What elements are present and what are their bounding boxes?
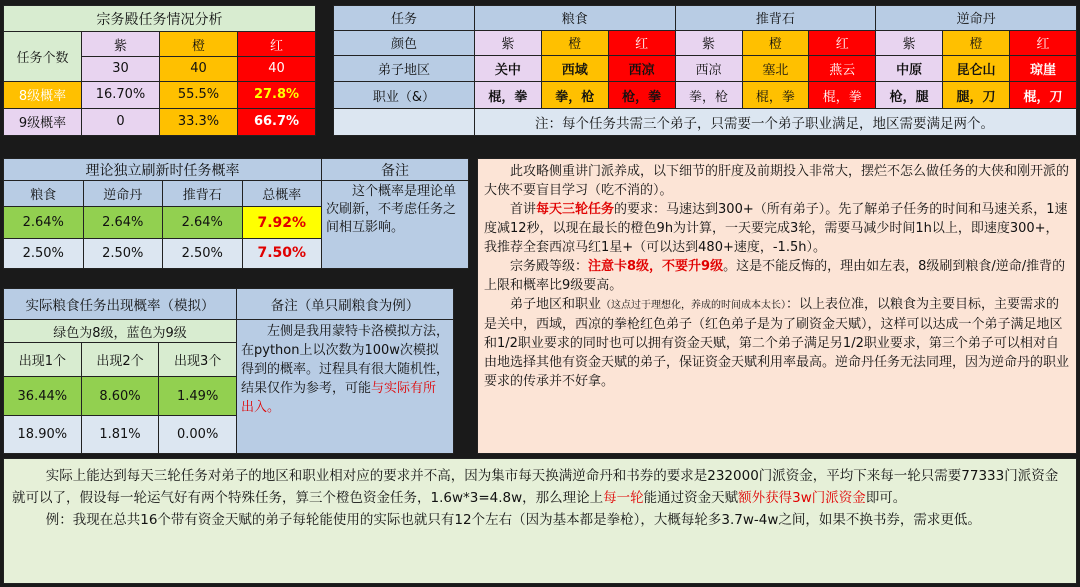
row-label-color: 颜色 bbox=[334, 30, 475, 56]
nmd-color-purple: 紫 bbox=[876, 30, 943, 56]
row-label-job: 职业（&） bbox=[334, 81, 475, 109]
tbs-job-purple: 拳，枪 bbox=[675, 81, 742, 109]
table-title: 理论独立刷新时任务概率 bbox=[4, 159, 322, 181]
nmd-region-orange: 昆仑山 bbox=[943, 56, 1010, 82]
lv8-orange: 55.5% bbox=[160, 81, 238, 108]
tbs-color-red: 红 bbox=[809, 30, 876, 56]
row-label-region: 弟子地区 bbox=[334, 56, 475, 82]
col-grain: 粮食 bbox=[4, 181, 84, 207]
grain-region-orange: 西域 bbox=[541, 56, 608, 82]
grain-color-orange: 橙 bbox=[541, 30, 608, 56]
task-grain: 粮食 bbox=[475, 6, 676, 31]
tbs-color-orange: 橙 bbox=[742, 30, 809, 56]
col-tuibeishi: 推背石 bbox=[163, 181, 243, 207]
nmd-job-orange: 腿，刀 bbox=[943, 81, 1010, 109]
grain-job-orange: 拳，枪 bbox=[541, 81, 608, 109]
guide-paragraph-3: 宗务殿等级：注意卡8级，不要升9级。这是不能反悔的，理由如左表，8级刷到粮食/逆命/推背的上限和概率比9级要高。 bbox=[484, 259, 1066, 293]
tbs-region-orange: 塞北 bbox=[742, 56, 809, 82]
guide-paragraph-4: 弟子地区和职业（这点过于理想化，养成的时间成本太长）：以上表位准，以粮食为主要目标，主要需求的是关中，西域，西凉的拳枪红色弟子（红色弟子是为了刷资金天赋），这样可以达成一个弟子满足地区和1/2职业要求的同时也可以拥有资金天赋，第二个弟子满足另1/2职业要求，第三个弟子可以相对自由地选择其他有资金天赋的弟子，保证资金天赋利用率最高。逆命丹任务无法同理，因为逆命丹的职业要求的传承并不好拿。 bbox=[484, 297, 1070, 389]
summary-paragraph-2: 例：我现在总共16个带有资金天赋的弟子每轮能使用的实际也就只有12个左右（因为基本都是拳枪），大概每轮多3.7w-4w之间，如果不换书券，需求更低。 bbox=[45, 512, 981, 528]
nmd-color-red: 红 bbox=[1010, 30, 1077, 56]
task-tuibeishi: 推背石 bbox=[675, 6, 876, 31]
grain-color-red: 红 bbox=[608, 30, 675, 56]
row-label-task-count: 任务个数 bbox=[4, 32, 82, 81]
lv8-thrice: 1.49% bbox=[159, 376, 237, 416]
count-orange: 40 bbox=[160, 57, 238, 81]
task-requirements-table bbox=[333, 5, 1077, 136]
lv9-grain: 2.50% bbox=[4, 238, 84, 268]
nmd-color-orange: 橙 bbox=[943, 30, 1010, 56]
lv9-once: 18.90% bbox=[4, 416, 82, 454]
summary-text bbox=[3, 458, 1077, 584]
row-label-lv8: 8级概率 bbox=[4, 81, 82, 108]
guide-paragraph-1: 此攻略侧重讲门派养成，以下细节的肝度及前期投入非常大，摆烂不怎么做任务的大侠和刚开派的大侠不要盲目学习（吃不消的）。 bbox=[484, 164, 1070, 198]
tbs-color-purple: 紫 bbox=[675, 30, 742, 56]
count-purple: 30 bbox=[82, 57, 160, 81]
lv9-orange: 33.3% bbox=[160, 108, 238, 135]
nmd-job-red: 棍，刀 bbox=[1010, 81, 1077, 109]
nmd-region-purple: 中原 bbox=[876, 56, 943, 82]
table-title: 实际粮食任务出现概率（模拟） bbox=[4, 289, 237, 320]
requirement-note: 注：每个任务共需三个弟子，只需要一个弟子职业满足，地区需要满足两个。 bbox=[475, 109, 1077, 136]
task-analysis-table bbox=[3, 5, 316, 136]
guide-paragraph-2: 首讲每天三轮任务的要求：马速达到300+（所有弟子）。先了解弟子任务的时间和马速关系，1速度减12秒，以现在最长的橙色9h为计算，一天要完成3轮，需要马减少时间1h以上，即速度300+，我推荐全套西凉马红1星+（可以达到480+速度，-1.5h）。 bbox=[484, 202, 1068, 255]
lv9-thrice: 0.00% bbox=[159, 416, 237, 454]
guide-text bbox=[477, 158, 1077, 454]
summary-paragraph-1: 实际上能达到每天三轮任务对弟子的地区和职业相对应的要求并不高，因为集市每天换满逆命丹和书券的要求是232000门派资金，平均下来每一轮只需要77333门派资金就可以了，假设每一轮运气好有两个特殊任务，算三个橙色资金任务，1.6w*3=4.8w，那么理论上每一轮能通过资金天赋额外获得3w门派资金即可。 bbox=[12, 468, 1059, 506]
count-red: 40 bbox=[238, 57, 316, 81]
color-purple: 紫 bbox=[82, 32, 160, 57]
lv8-once: 36.44% bbox=[4, 376, 82, 416]
lv8-twice: 8.60% bbox=[81, 376, 159, 416]
grain-color-purple: 紫 bbox=[475, 30, 542, 56]
lv9-niming: 2.50% bbox=[83, 238, 163, 268]
color-red: 红 bbox=[238, 32, 316, 57]
note-title: 备注 bbox=[322, 159, 469, 181]
tbs-region-red: 燕云 bbox=[809, 56, 876, 82]
lv8-grain: 2.64% bbox=[4, 207, 84, 238]
lv9-red: 66.7% bbox=[238, 108, 316, 135]
nmd-job-purple: 枪，腿 bbox=[876, 81, 943, 109]
row-label-task: 任务 bbox=[334, 6, 475, 31]
lv9-total: 7.50% bbox=[242, 238, 322, 268]
lv9-tuibeishi: 2.50% bbox=[163, 238, 243, 268]
col-total: 总概率 bbox=[242, 181, 322, 207]
lv9-purple: 0 bbox=[82, 108, 160, 135]
tbs-region-purple: 西凉 bbox=[675, 56, 742, 82]
note-title: 备注（单只刷粮食为例） bbox=[237, 289, 454, 320]
col-niming: 逆命丹 bbox=[83, 181, 163, 207]
simulation-table bbox=[3, 288, 454, 454]
lv8-purple: 16.70% bbox=[82, 81, 160, 108]
color-orange: 橙 bbox=[160, 32, 238, 57]
grain-job-purple: 棍，拳 bbox=[475, 81, 542, 109]
lv9-twice: 1.81% bbox=[81, 416, 159, 454]
lv8-tuibeishi: 2.64% bbox=[163, 207, 243, 238]
col-thrice: 出现3个 bbox=[159, 343, 237, 376]
grain-job-red: 枪，拳 bbox=[608, 81, 675, 109]
theory-note: 这个概率是理论单次刷新，不考虑任务之间相互影响。 bbox=[322, 181, 469, 269]
lv8-red: 27.8% bbox=[238, 81, 316, 108]
col-twice: 出现2个 bbox=[81, 343, 159, 376]
grain-region-purple: 关中 bbox=[475, 56, 542, 82]
col-once: 出现1个 bbox=[4, 343, 82, 376]
tbs-job-orange: 棍，拳 bbox=[742, 81, 809, 109]
lv8-niming: 2.64% bbox=[83, 207, 163, 238]
tbs-job-red: 棍，拳 bbox=[809, 81, 876, 109]
table-title: 宗务殿任务情况分析 bbox=[4, 6, 316, 32]
grain-region-red: 西凉 bbox=[608, 56, 675, 82]
theory-probability-table bbox=[3, 158, 469, 269]
task-niming: 逆命丹 bbox=[876, 6, 1077, 31]
subtitle: 绿色为8级，蓝色为9级 bbox=[4, 320, 237, 343]
row-label-lv9: 9级概率 bbox=[4, 108, 82, 135]
simulation-note: 左侧是我用蒙特卡洛模拟方法，在python上以次数为100w次模拟得到的概率。过程具有很大随机性，结果仅作为参考，可能与实际有所出入。 bbox=[237, 320, 454, 454]
nmd-region-red: 琼崖 bbox=[1010, 56, 1077, 82]
lv8-total: 7.92% bbox=[242, 207, 322, 238]
